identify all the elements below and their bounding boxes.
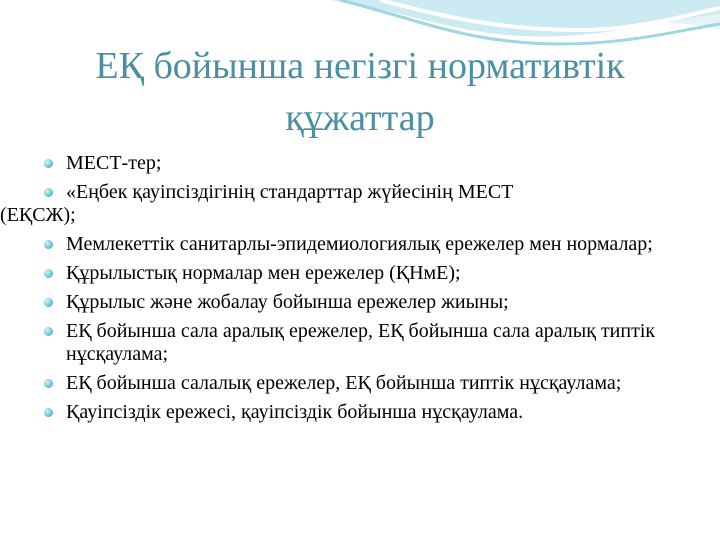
list-item-text: Құрылыс және жобалау бойынша ережелер жиыны; xyxy=(66,291,509,313)
list-item xyxy=(44,262,694,285)
bullet-icon xyxy=(44,188,53,197)
list-item xyxy=(44,181,694,204)
list-item xyxy=(44,152,694,175)
list-item-text: Қауіпсіздік ережесі, қауіпсіздік бойынша нұсқаулама. xyxy=(66,401,524,423)
list-item xyxy=(44,401,694,424)
list-item xyxy=(44,320,694,366)
list-item-text: МЕСТ-тер; xyxy=(66,152,162,174)
list-item-text: (ЕҚСЖ); xyxy=(0,204,76,226)
slide-title xyxy=(0,40,720,144)
bullet-icon xyxy=(44,240,53,249)
title-line-1: ЕҚ бойынша негізгі нормативтік xyxy=(95,45,625,87)
bullet-icon xyxy=(44,379,53,388)
bullet-icon xyxy=(44,159,53,168)
list-item xyxy=(44,233,694,256)
bullet-icon xyxy=(44,408,53,417)
list-item-text: ЕҚ бойынша салалық ережелер, ЕҚ бойынша типтік нұсқаулама; xyxy=(66,372,622,394)
list-item-text: Мемлекеттік санитарлы-эпидемиологиялық ережелер мен нормалар; xyxy=(66,233,653,255)
title-line-2: құжаттар xyxy=(285,97,435,139)
list-item-continuation xyxy=(0,204,694,227)
bullet-icon xyxy=(44,327,53,336)
bullet-icon xyxy=(44,298,53,307)
list-item xyxy=(44,291,694,314)
list-item xyxy=(44,372,694,395)
bullet-icon xyxy=(44,269,53,278)
list-item-text: Құрылыстық нормалар мен ережелер (ҚНмЕ); xyxy=(66,262,461,284)
bullet-list xyxy=(0,152,694,430)
list-item-text: ЕҚ бойынша сала аралық ережелер, ЕҚ бойынша сала аралық типтік нұсқаулама; xyxy=(66,320,656,365)
list-item-text: «Еңбек қауіпсіздігінің стандарттар жүйесінің МЕСТ xyxy=(66,181,514,203)
